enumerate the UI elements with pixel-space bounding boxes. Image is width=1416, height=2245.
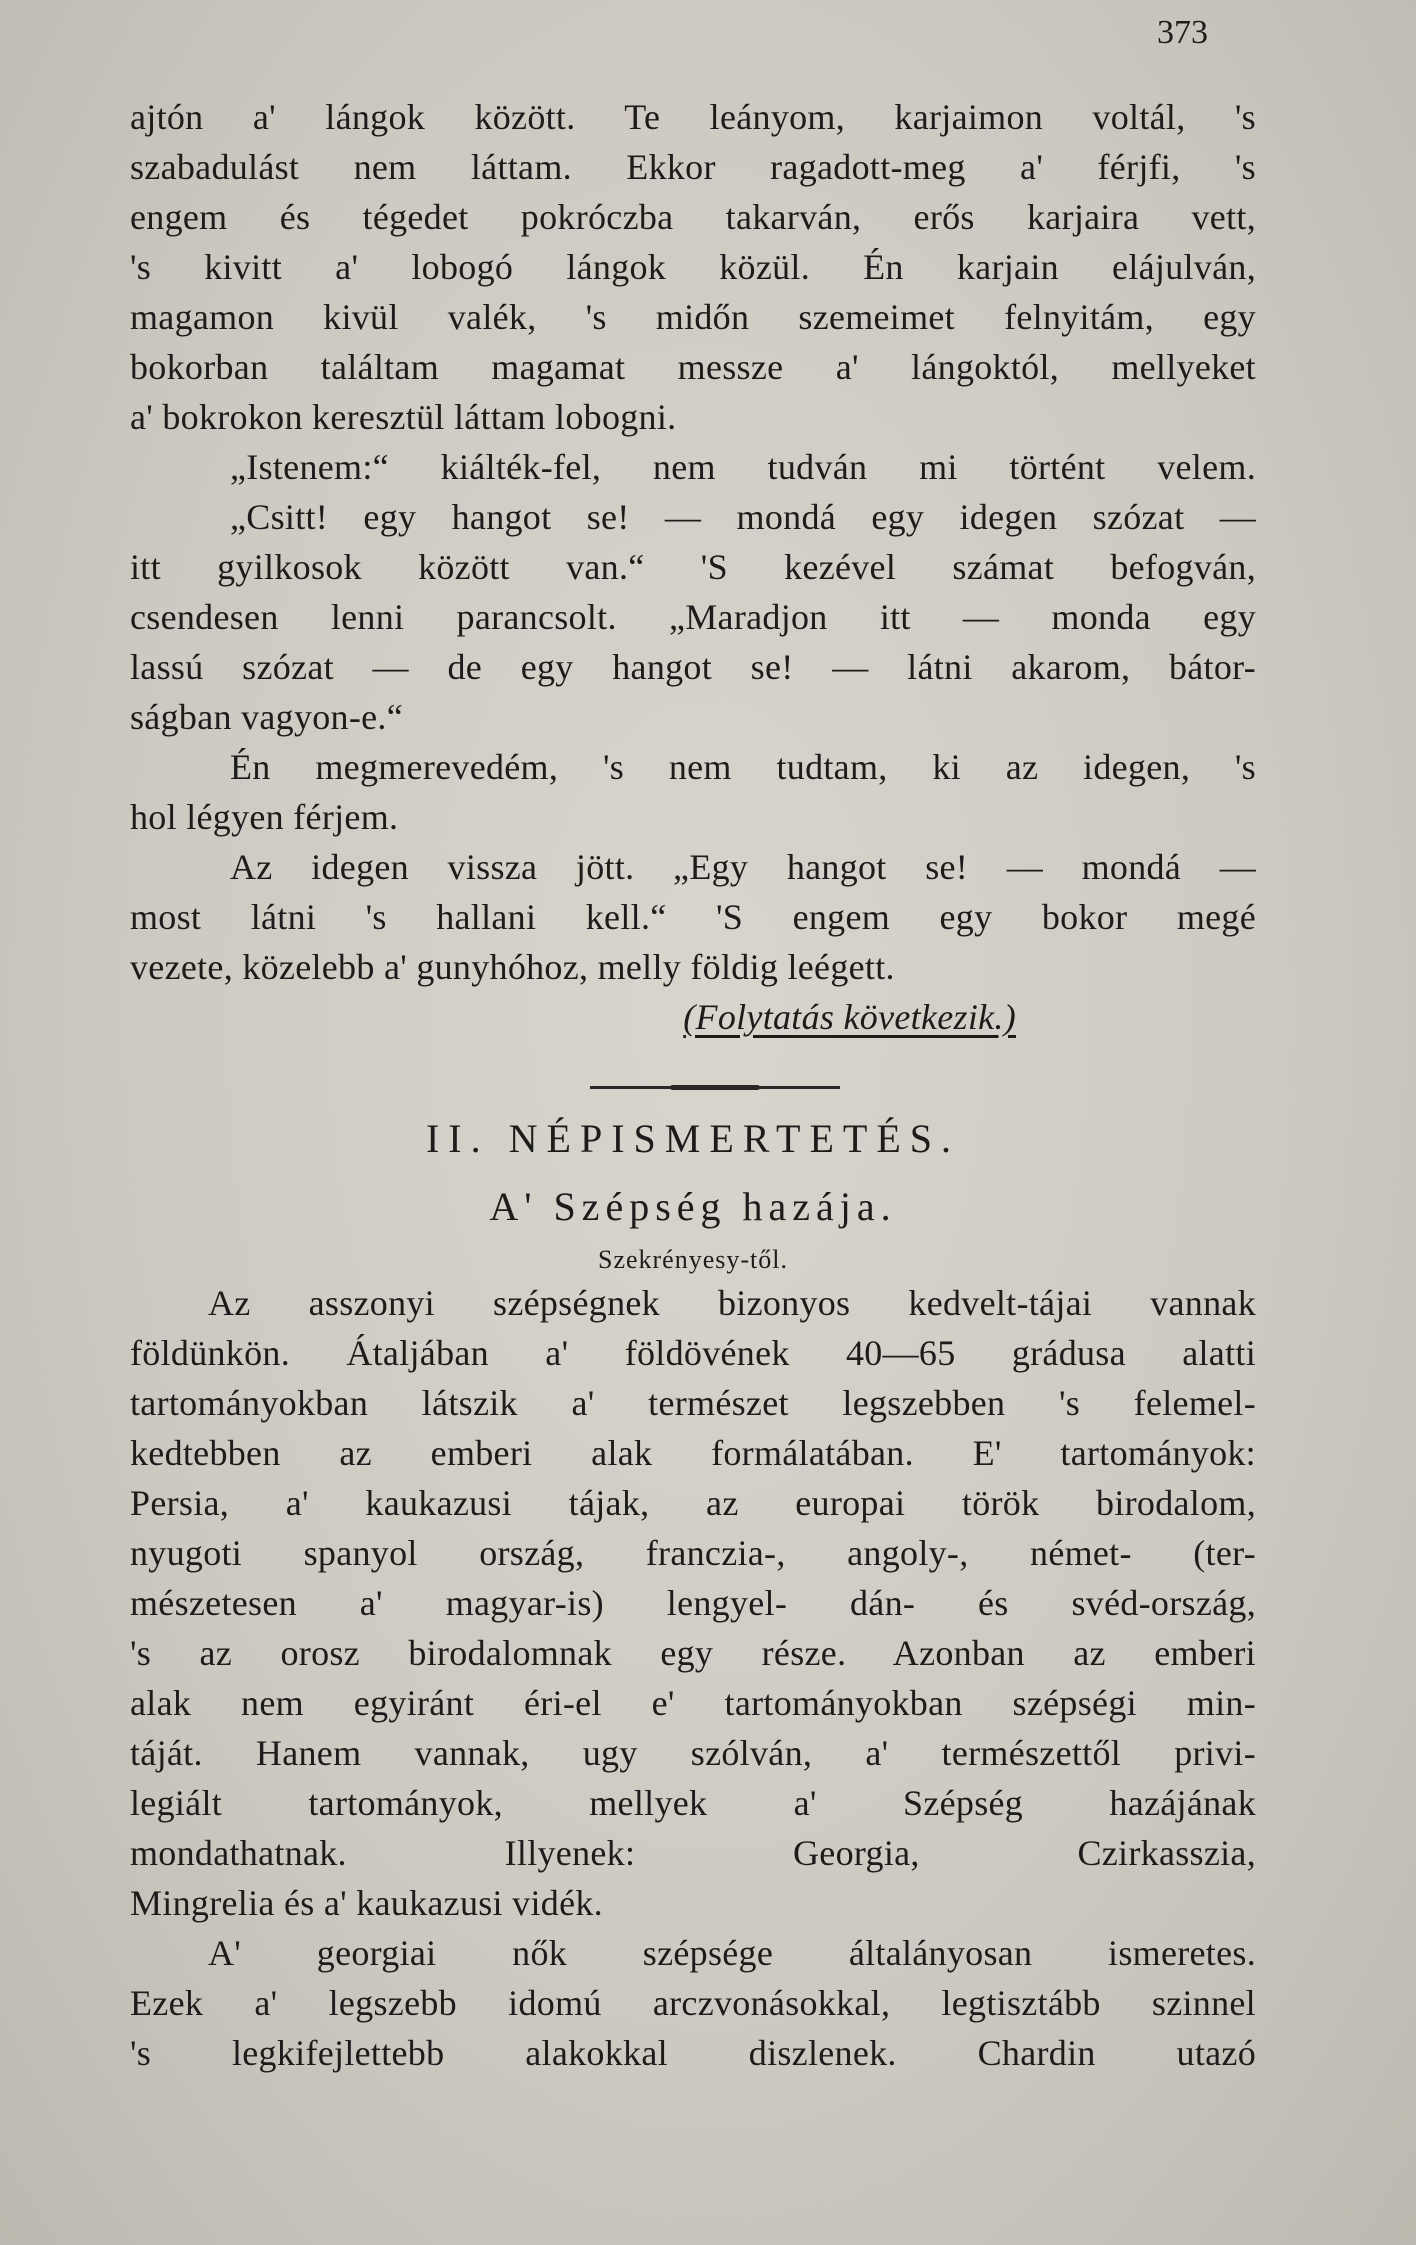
text-line: a' bokrokon keresztül láttam lobogni. [130,397,677,437]
text-line: most látni 's hallani kell.“ 'S engem egy bokor megé [130,897,1256,937]
text-line: 's kivitt a' lobogó lángok közül. Én karjain elájulván, [130,247,1256,287]
text-line: földünkön. Átaljában a' földövének 40—65 grádusa alatti [130,1333,1256,1373]
text-line: hol légyen férjem. [130,797,399,837]
page-number: 373 [1157,14,1208,51]
text-line: Ezek a' legszebb idomú arczvonásokkal, legtisztább szinnel [130,1983,1256,2023]
text-line: „Istenem:“ kiálték-fel, nem tudván mi történt velem. [230,447,1256,487]
text-line: Az asszonyi szépségnek bizonyos kedvelt-tájai vannak [208,1283,1256,1323]
text-line: lassú szózat — de egy hangot se! — látni akarom, bátor- [130,647,1256,687]
text-line: bokorban találtam magamat messze a' lángoktól, mellyeket [130,347,1256,387]
article-author: Szekrényesy-től. [597,1245,788,1274]
text-line: 's az orosz birodalomnak egy része. Azonban az emberi [130,1633,1256,1673]
section-title: NÉPISMERTETÉS. [508,1116,961,1161]
text-line: mondathatnak. Illyenek: Georgia, Czirkasszia, [130,1833,1256,1873]
text-line: nyugoti spanyol ország, franczia-, angoly-, német- (ter- [130,1533,1256,1573]
text-line: 's legkifejlettebb alakokkal diszlenek. Chardin utazó [130,2033,1256,2073]
text-line: Persia, a' kaukazusi tájak, az europai török birodalom, [130,1483,1256,1523]
text-line: szabadulást nem láttam. Ekkor ragadott-meg a' férjfi, 's [130,147,1256,187]
text-line: magamon kivül valék, 's midőn szemeimet felnyitám, egy [130,297,1256,337]
article-body-text [130,1278,1256,2078]
text-line: legiált tartományok, mellyek a' Szépség hazájának [130,1783,1256,1823]
text-line: vezete, közelebb a' gunyhóhoz, melly földig leégett. [130,947,895,987]
text-line: Én megmerevedém, 's nem tudtam, ki az idegen, 's [230,747,1256,787]
text-line: A' georgiai nők szépsége általányosan ismeretes. [208,1933,1256,1973]
text-line: Mingrelia és a' kaukazusi vidék. [130,1883,603,1923]
text-line: tartományokban látszik a' természet legszebben 's felemel- [130,1383,1256,1423]
article-title: A' Szépség hazája. [489,1184,897,1229]
section-heading [130,1110,1256,1168]
story-continuation-text [130,92,1256,1042]
text-line: Az idegen vissza jött. „Egy hangot se! — mondá — [230,847,1256,887]
section-divider [590,1086,840,1089]
text-line: itt gyilkosok között van.“ 'S kezével számat befogván, [130,547,1256,587]
continuation-note: (Folytatás következik.) [683,997,1016,1037]
text-line: engem és tégedet pokróczba takarván, erős karjaira vett, [130,197,1256,237]
continuation-note-line [130,992,1256,1042]
text-line: ajtón a' lángok között. Te leányom, karjaimon voltál, 's [130,97,1256,137]
text-line: táját. Hanem vannak, ugy szólván, a' természettől privi- [130,1733,1256,1773]
text-line: csendesen lenni parancsolt. „Maradjon itt — monda egy [130,597,1256,637]
section-number: II. [425,1116,490,1161]
text-line: kedtebben az emberi alak formálatában. E' tartományok: [130,1433,1256,1473]
text-line: ságban vagyon-e.“ [130,697,403,737]
text-line: alak nem egyiránt éri-el e' tartományokban szépségi min- [130,1683,1256,1723]
text-line: mészetesen a' magyar-is) lengyel- dán- és svéd-ország, [130,1583,1256,1623]
text-line: „Csitt! egy hangot se! — mondá egy idegen szózat — [230,497,1256,537]
